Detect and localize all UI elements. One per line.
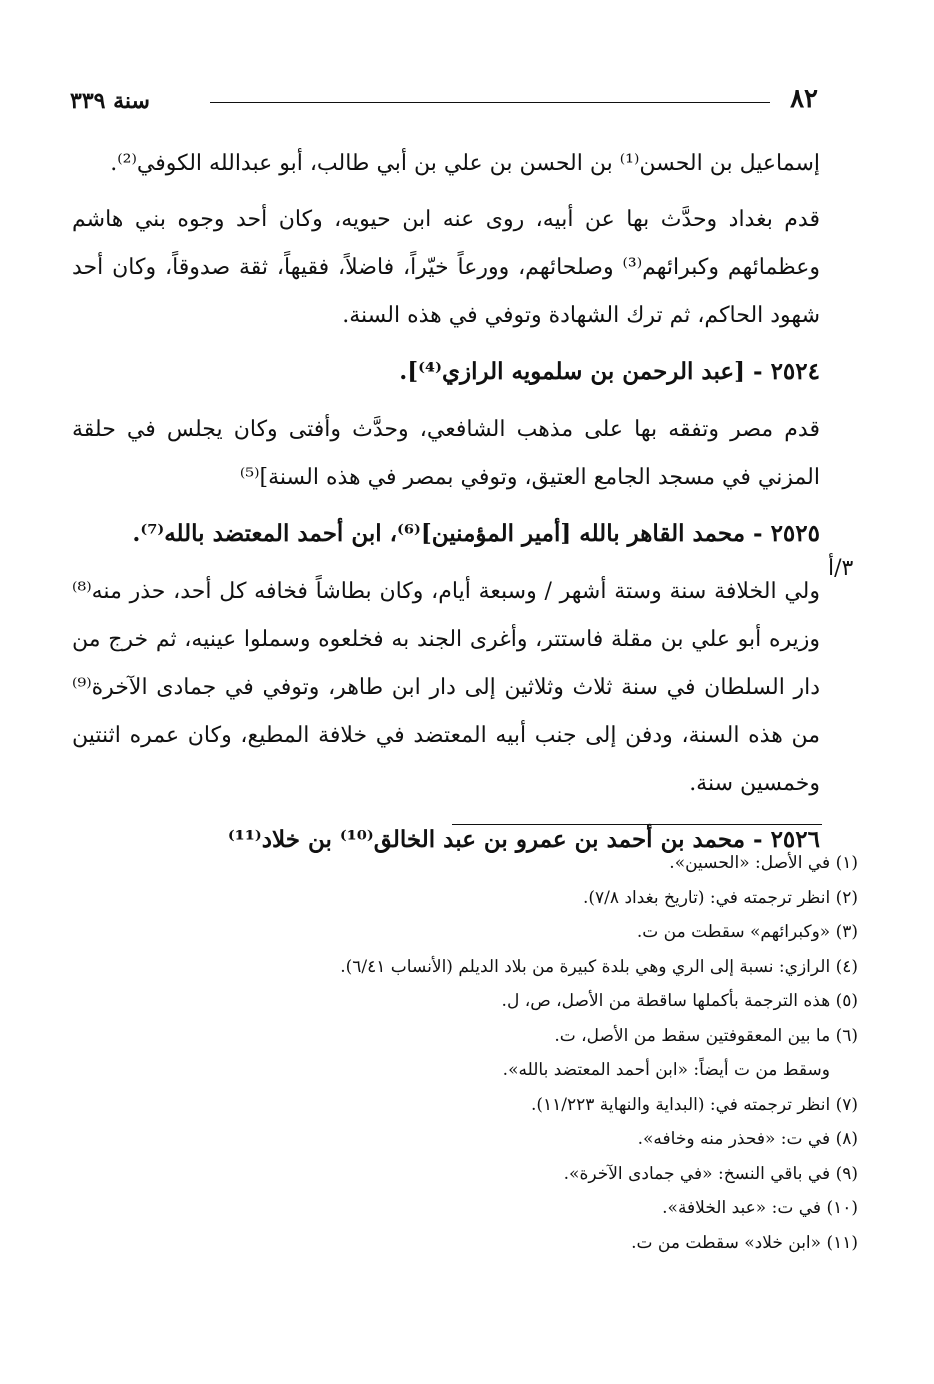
- footnote: (١٠) في ت: «عبد الخلافة».: [662, 1198, 858, 1218]
- running-title-year: سنة ٣٣٩: [70, 88, 150, 114]
- footnote-continuation: وسقط من ت أيضاً: «ابن أحمد المعتضد بالله».: [502, 1060, 830, 1080]
- paragraph: قدم بغداد وحدَّث بها عن أبيه، روى عنه ابن حيويه، وكان أحد وجوه بني هاشم وعظمائهم وكبرائهم⁽³⁾ وصلحائهم، وورعاً خيّراً، فاضلاً، فقيهاً، ثقة صدوقاً، وكان أحد شهود الحاكم، ثم ترك الشهادة وتوفي في هذه السنة.: [72, 207, 820, 328]
- footnote: (٨) في ت: «فحذر منه وخافه».: [637, 1129, 858, 1149]
- footnote: (٩) في باقي النسخ: «في جمادى الآخرة».: [563, 1163, 858, 1184]
- footnote-separator: [452, 824, 822, 825]
- running-header: [70, 84, 830, 120]
- footnote: (٥) هذه الترجمة بأكملها ساقطة من الأصل، ص، ل.: [501, 991, 858, 1011]
- footnote: (٦) ما بين المعقوفتين سقط من الأصل، ت.: [554, 1025, 858, 1046]
- footnote: (٢) انظر ترجمته في: (تاريخ بغداد ٧/٨).: [583, 887, 858, 908]
- paragraph: قدم مصر وتفقه بها على مذهب الشافعي، وحدَّث وأفتى وكان يجلس في حلقة المزني في مسجد الجامع العتيق، وتوفي بمصر في هذه السنة]⁽⁵⁾: [72, 417, 820, 490]
- paragraph: ولي الخلافة سنة وستة أشهر / وسبعة أيام، وكان بطاشاً فخافه كل أحد، حذر منه⁽⁸⁾ وزيره أبو علي بن مقلة فاستتر، وأغرى الجند به فخلعوه وسملوا عينيه، ثم خرج من دار السلطان في سنة ثلاث وثلاثين إلى دار ابن طاهر، وتوفي في جمادى الآخرة⁽⁹⁾ من هذه السنة، ودفن إلى جنب أبيه المعتضد في خلافة المطيع، وكان عمره اثنتين وخمسين سنة.: [72, 579, 820, 796]
- footnote: (٤) الرازي: نسبة إلى الري وهي بلدة كبيرة من بلاد الديلم (الأنساب ٦/٤١).: [340, 956, 858, 977]
- header-rule: [210, 102, 770, 103]
- entry-heading-2525: ٢٥٢٥ - محمد القاهر بالله [أمير المؤمنين]⁽⁶⁾، ابن أحمد المعتضد بالله⁽⁷⁾.: [132, 520, 820, 547]
- footnote: (٣) «وكبرائهم» سقطت من ت.: [636, 922, 858, 942]
- entry-heading-2524: ٢٥٢٤ - [عبد الرحمن بن سلمويه الرازي⁽⁴⁾].: [399, 358, 820, 385]
- main-text: [72, 140, 820, 874]
- entry-continuation: إسماعيل بن الحسن⁽¹⁾ بن الحسن بن علي بن أبي طالب، أبو عبدالله الكوفي⁽²⁾.: [110, 151, 820, 176]
- footnote: (١١) «ابن خلاد» سقطت من ت.: [631, 1232, 858, 1253]
- manuscript-folio-ref: ٣/أ: [828, 556, 854, 581]
- footnote: (٧) انظر ترجمته في: (البداية والنهاية ١١/٢٢٣).: [530, 1094, 858, 1115]
- page-number: ٨٢: [790, 84, 818, 114]
- footnote: (١) في الأصل: «الحسين».: [669, 853, 858, 873]
- entry-heading-2526: ٢٥٢٦ - محمد بن أحمد بن عمرو بن عبد الخالق⁽¹⁰⁾ بن خلاد⁽¹¹⁾: [227, 826, 820, 853]
- footnotes: [258, 846, 858, 1260]
